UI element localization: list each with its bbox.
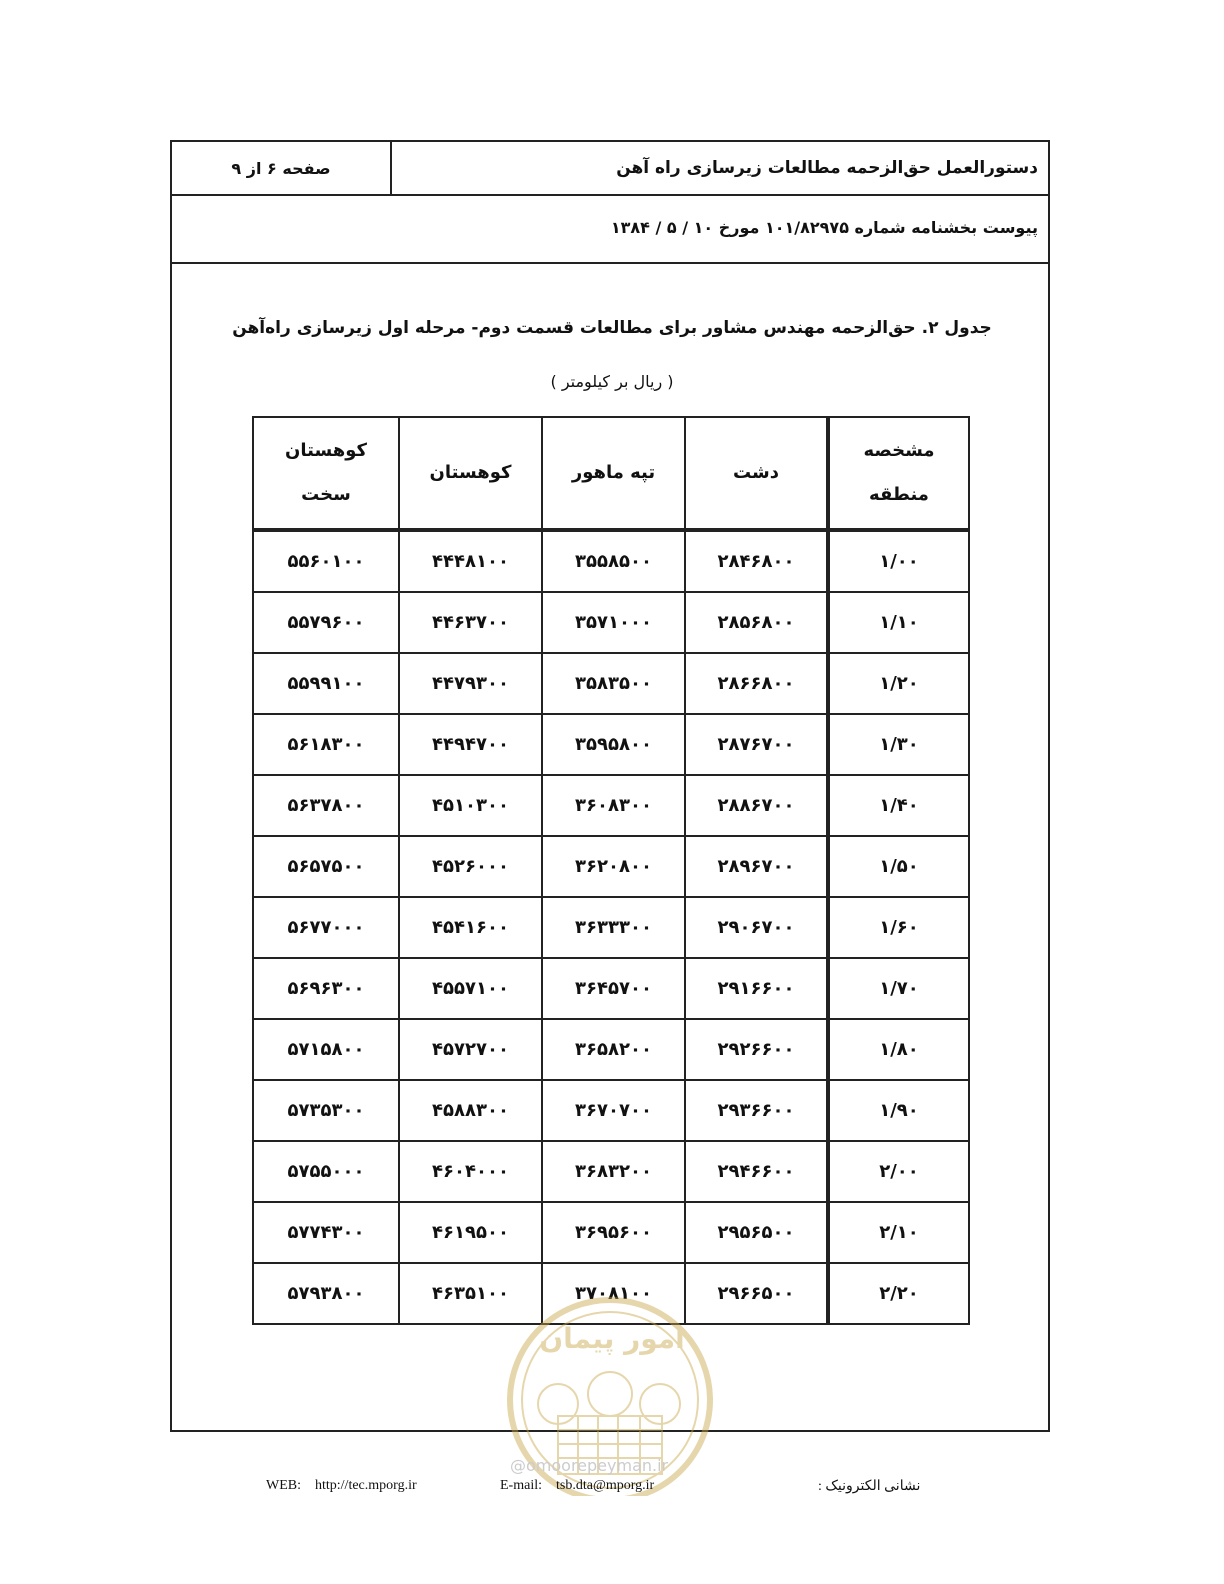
mountain-cell: ۴۵۷۲۷۰۰: [399, 1019, 542, 1080]
plain-cell: ۲۹۶۶۵۰۰: [685, 1263, 828, 1324]
plain-cell: ۲۸۶۶۸۰۰: [685, 653, 828, 714]
hard-mountain-cell: ۵۶۹۶۳۰۰: [253, 958, 399, 1019]
hilly-cell: ۳۵۹۵۸۰۰: [542, 714, 685, 775]
zone-cell: ۱/۲۰: [828, 653, 969, 714]
table-row: [253, 592, 969, 653]
fee-table: [252, 416, 970, 1325]
table-row: [253, 1202, 969, 1263]
hilly-cell: ۳۷۰۸۱۰۰: [542, 1263, 685, 1324]
table-row: [253, 1141, 969, 1202]
hard-mountain-cell: ۵۶۳۷۸۰۰: [253, 775, 399, 836]
mountain-cell: ۴۴۷۹۳۰۰: [399, 653, 542, 714]
plain-cell: ۲۸۹۶۷۰۰: [685, 836, 828, 897]
header-row: [172, 142, 1048, 196]
hilly-cell: ۳۶۴۵۷۰۰: [542, 958, 685, 1019]
hard-mountain-cell: ۵۵۹۹۱۰۰: [253, 653, 399, 714]
table-row: [253, 897, 969, 958]
hard-mountain-cell: ۵۶۵۷۵۰۰: [253, 836, 399, 897]
hilly-cell: ۳۶۰۸۳۰۰: [542, 775, 685, 836]
zone-cell: ۱/۴۰: [828, 775, 969, 836]
table-body: [253, 530, 969, 1324]
footer-web: [266, 1478, 417, 1494]
zone-cell: ۱/۸۰: [828, 1019, 969, 1080]
hilly-cell: ۳۵۷۱۰۰۰: [542, 592, 685, 653]
table-caption: جدول ۲. حق‌الزحمه مهندس مشاور برای مطالعات قسمت دوم- مرحله اول زیرسازی راه‌آهن: [232, 318, 992, 338]
hard-mountain-cell: ۵۵۷۹۶۰۰: [253, 592, 399, 653]
hilly-cell: ۳۶۵۸۲۰۰: [542, 1019, 685, 1080]
page-number-label: صفحه ۶ از ۹: [172, 142, 392, 194]
hard-mountain-cell: ۵۷۹۳۸۰۰: [253, 1263, 399, 1324]
footer-email-label: E-mail:: [500, 1478, 542, 1493]
hard-mountain-cell: ۵۷۷۴۳۰۰: [253, 1202, 399, 1263]
zone-cell: ۱/۰۰: [828, 530, 969, 592]
hilly-cell: ۳۶۷۰۷۰۰: [542, 1080, 685, 1141]
column-header-plain: دشت: [685, 417, 828, 530]
mountain-cell: ۴۵۴۱۶۰۰: [399, 897, 542, 958]
plain-cell: ۲۹۲۶۶۰۰: [685, 1019, 828, 1080]
annex-reference: پیوست بخشنامه شماره ۱۰۱/۸۲۹۷۵ مورخ ۱۰ / ۵ / ۱۳۸۴: [610, 217, 1038, 237]
mountain-cell: ۴۵۵۷۱۰۰: [399, 958, 542, 1019]
footer-email: [500, 1478, 654, 1494]
table-row: [253, 714, 969, 775]
table-row: [253, 958, 969, 1019]
mountain-cell: ۴۵۸۸۳۰۰: [399, 1080, 542, 1141]
plain-cell: ۲۸۷۶۷۰۰: [685, 714, 828, 775]
svg-text:امور پیمان: امور پیمان: [539, 1322, 685, 1355]
column-header-hilly: تپه ماهور: [542, 417, 685, 530]
hard-mountain-cell: ۵۶۷۷۰۰۰: [253, 897, 399, 958]
footer-web-label: WEB:: [266, 1478, 301, 1493]
mountain-cell: ۴۴۴۸۱۰۰: [399, 530, 542, 592]
plain-cell: ۲۸۴۶۸۰۰: [685, 530, 828, 592]
mountain-cell: ۴۶۱۹۵۰۰: [399, 1202, 542, 1263]
table-unit: ( ریال بر کیلومتر ): [550, 372, 674, 391]
footer-address-label: نشانی الکترونیک :: [818, 1479, 921, 1494]
mountain-cell: ۴۶۳۵۱۰۰: [399, 1263, 542, 1324]
zone-cell: ۱/۳۰: [828, 714, 969, 775]
column-header-hard-mountain: کوهستان سخت: [253, 417, 399, 530]
table-row: [253, 1080, 969, 1141]
plain-cell: ۲۸۸۶۷۰۰: [685, 775, 828, 836]
table-header-row: [253, 417, 969, 530]
mountain-cell: ۴۵۲۶۰۰۰: [399, 836, 542, 897]
hard-mountain-cell: ۵۶۱۸۳۰۰: [253, 714, 399, 775]
zone-cell: ۲/۰۰: [828, 1141, 969, 1202]
table-row: [253, 836, 969, 897]
footer-web-link[interactable]: http://tec.mporg.ir: [315, 1478, 417, 1493]
zone-cell: ۱/۶۰: [828, 897, 969, 958]
plain-cell: ۲۹۰۶۷۰۰: [685, 897, 828, 958]
mountain-cell: ۴۵۱۰۳۰۰: [399, 775, 542, 836]
watermark-text: @omoorepeyman.ir: [510, 1456, 669, 1475]
hilly-cell: ۳۶۲۰۸۰۰: [542, 836, 685, 897]
document-title: دستورالعمل حق‌الزحمه مطالعات زیرسازی راه آهن: [616, 158, 1038, 178]
table-row: [253, 775, 969, 836]
column-header-mountain: کوهستان: [399, 417, 542, 530]
zone-cell: ۱/۵۰: [828, 836, 969, 897]
table-row: [253, 1019, 969, 1080]
hard-mountain-cell: ۵۷۱۵۸۰۰: [253, 1019, 399, 1080]
mountain-cell: ۴۶۰۴۰۰۰: [399, 1141, 542, 1202]
zone-cell: ۱/۱۰: [828, 592, 969, 653]
hilly-cell: ۳۵۸۳۵۰۰: [542, 653, 685, 714]
mountain-cell: ۴۴۶۳۷۰۰: [399, 592, 542, 653]
plain-cell: ۲۹۴۶۶۰۰: [685, 1141, 828, 1202]
zone-cell: ۱/۹۰: [828, 1080, 969, 1141]
hard-mountain-cell: ۵۵۶۰۱۰۰: [253, 530, 399, 592]
hilly-cell: ۳۶۸۳۲۰۰: [542, 1141, 685, 1202]
zone-cell: ۲/۱۰: [828, 1202, 969, 1263]
plain-cell: ۲۸۵۶۸۰۰: [685, 592, 828, 653]
hilly-cell: ۳۶۹۵۶۰۰: [542, 1202, 685, 1263]
hilly-cell: ۳۶۳۳۳۰۰: [542, 897, 685, 958]
hard-mountain-cell: ۵۷۵۵۰۰۰: [253, 1141, 399, 1202]
hard-mountain-cell: ۵۷۳۵۳۰۰: [253, 1080, 399, 1141]
plain-cell: ۲۹۱۶۶۰۰: [685, 958, 828, 1019]
mountain-cell: ۴۴۹۴۷۰۰: [399, 714, 542, 775]
zone-cell: ۲/۲۰: [828, 1263, 969, 1324]
hilly-cell: ۳۵۵۸۵۰۰: [542, 530, 685, 592]
table-row: [253, 530, 969, 592]
footer-email-link[interactable]: tsb.dta@mporg.ir: [556, 1478, 655, 1493]
column-header-zone: مشخصه منطقه: [828, 417, 969, 530]
plain-cell: ۲۹۳۶۶۰۰: [685, 1080, 828, 1141]
table-row: [253, 653, 969, 714]
zone-cell: ۱/۷۰: [828, 958, 969, 1019]
plain-cell: ۲۹۵۶۵۰۰: [685, 1202, 828, 1263]
annex-row: [172, 196, 1048, 264]
